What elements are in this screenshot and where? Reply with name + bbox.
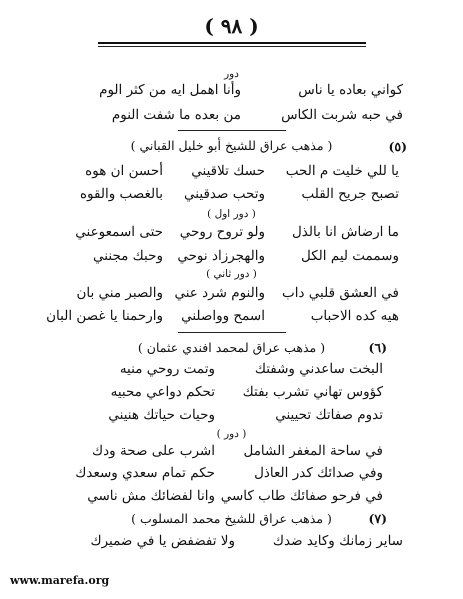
verse-line: ما ارضاش انا بالذل [291,224,399,240]
verse-line: هيه كده الاحباب [310,308,399,324]
section-title: ( مذهب عراق لمحمد افندي عثمان ) [137,340,326,355]
section-divider [178,130,286,131]
verse-line: من بعده ما شفت النوم [111,107,241,123]
verse-line: والصبر مني بان [76,285,163,301]
footer-url: www.marefa.org [10,574,110,587]
verse-line: في حبه شربت الكاس [281,107,403,123]
dawr-label: ( دور ) [216,428,247,440]
header-rule [98,42,366,44]
verse-line: وحيات حياتك هنيني [108,407,215,423]
dawr-label: ( دور اول ) [207,208,256,220]
verse-line: في فرحو صفائك طاب كاسي [220,488,383,504]
verse-line: وتحب صدقيني [184,186,265,202]
verse-line: وحبك مجنني [93,248,163,264]
verse-line: بالغصب والقوه [79,186,163,202]
verse-line: يا للي خليت م الحب [285,163,399,179]
verse-line: ساير زمانك وكايد ضدك [272,533,403,549]
verse-line: ولو تروح روحي [179,224,265,240]
verse-line: في العشق قلبي داب [282,285,399,301]
verse-line: والهجرزاد نوحي [177,248,265,264]
verse-line: في ساحة المغفر الشامل [243,443,383,459]
verse-line: وانا لفضائك مش ناسي [87,488,215,504]
verse-line: والنوم شرد عني [174,285,265,301]
section-number: (٦) [368,340,387,355]
verse-line: تصبح جريح القلب [301,186,399,202]
verse-line: أحسن ان هوه [85,163,163,179]
header-rule-thin [98,46,366,47]
verse-line: اشرب على صحة ودك [92,443,215,459]
verse-line: حتى اسمعوعني [75,224,163,240]
verse-line: تدوم صفاتك تحييني [275,407,383,423]
page-number: ( ٩٨ ) [204,14,259,38]
verse-line: وارحمنا يا غصن البان [46,308,163,324]
section-divider [178,332,286,333]
verse-line: تحكم دواعي محبيه [110,384,215,400]
verse-line: حكم تمام سعدي وسعدك [75,465,215,481]
dawr-label: دور [224,68,239,80]
verse-line: حسك تلاقيني [191,163,265,179]
verse-line: البخت ساعدني وشفتك [254,361,383,377]
section-title: ( مذهب عراق للشيخ أبو خليل القباني ) [130,138,333,153]
verse-line: كؤوس تهاني تشرب بفتك [242,384,383,400]
dawr-label: ( دور ثاني ) [206,268,257,280]
verse-line: وتمت روحي منيه [119,361,215,377]
section-title: ( مذهب عراق للشيخ محمد المسلوب ) [131,511,332,526]
section-number: (٧) [368,511,387,526]
verse-line: وفي صدائك كدر العاذل [254,465,383,481]
section-number: (٥) [388,139,407,154]
verse-line: وأنا اهمل ايه من كثر الوم [99,82,241,98]
verse-line: وسممت ليم الكل [301,248,399,264]
verse-line: كواني بعاده يا ناس [298,82,403,98]
verse-line: اسمح وواصلني [181,308,265,324]
verse-line: ولا تفضفض يا في ضميرك [90,533,235,549]
